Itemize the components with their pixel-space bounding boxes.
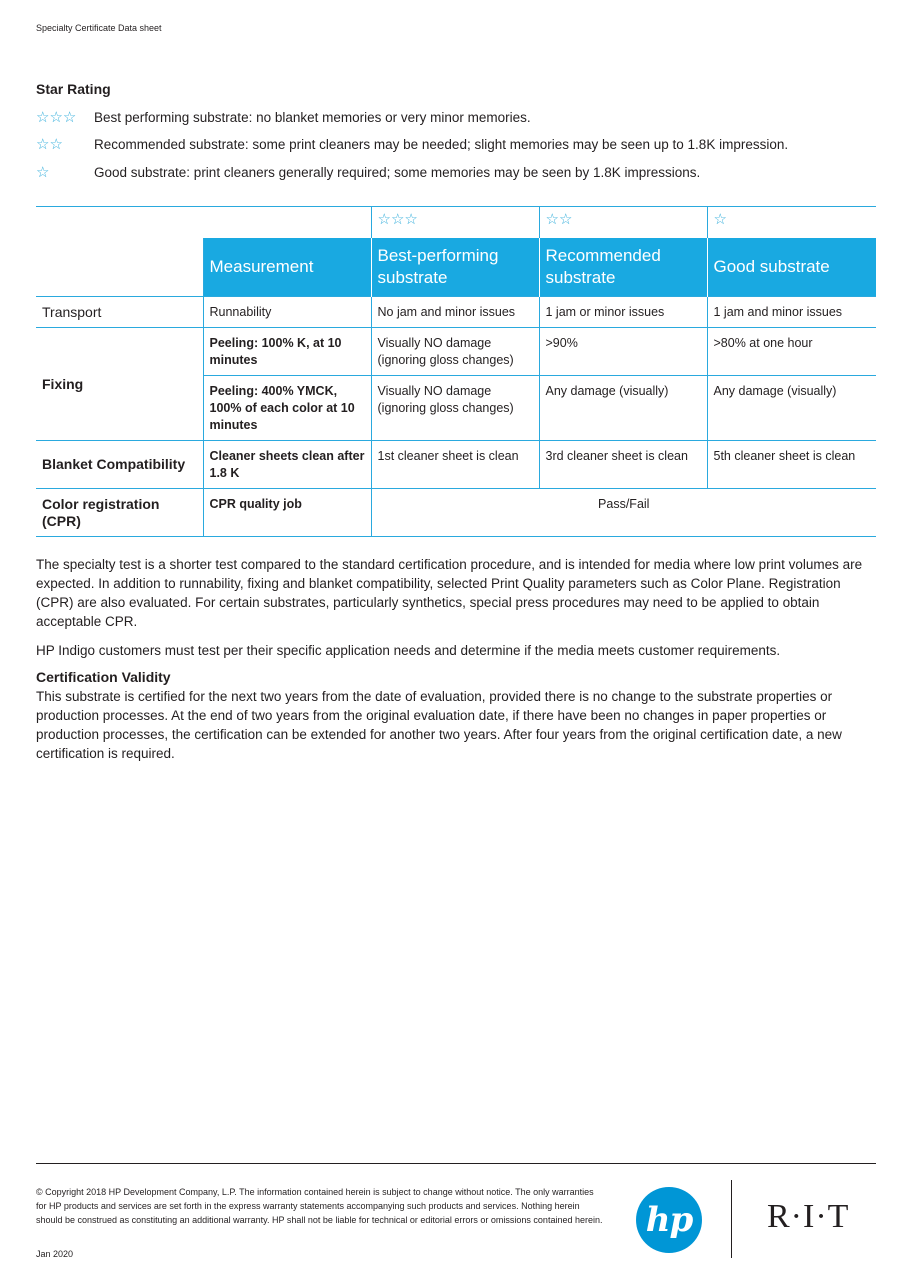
cell-recommended: 1 jam or minor issues [539,296,707,327]
cell-good: Any damage (visually) [707,375,876,440]
cell-recommended: >90% [539,327,707,375]
rating-row-recommended [36,134,788,154]
star-rating-title: Star Rating [36,81,111,97]
header-good: Good substrate [707,238,876,296]
cell-measurement: Peeling: 400% YMCK, 100% of each color at 10 minutes [203,375,371,440]
table-row-blanket [36,440,876,488]
footer-rule [36,1163,876,1164]
cell-measurement: Peeling: 100% K, at 10 minutes [203,327,371,375]
table-row-color-registration [36,488,876,536]
row-label: Fixing [36,327,203,440]
star-outline-icon: ☆ [36,163,50,181]
hp-logo: hp [636,1187,702,1253]
cell-measurement: CPR quality job [203,488,371,536]
header-recommended: Recommended substrate [539,238,707,296]
table-row-fixing-1 [36,327,876,375]
row-label: Blanket Compatibility [36,440,203,488]
cell-measurement: Cleaner sheets clean after 1.8 K [203,440,371,488]
table-header-row [36,238,876,296]
star-outline-icon: ☆☆☆ [377,211,418,228]
star-outline-icon: ☆ [713,211,727,228]
cell-best: 1st cleaner sheet is clean [371,440,539,488]
copyright-notice: © Copyright 2018 HP Development Company, L.P. The information contained herein is subject to change without notice. The only warranties for HP products and services are set forth in the express warranty statements accompanying such products and services. Nothing herein should be construed as constituting an additional warranty. HP shall not be liable for technical or editorial errors or omissions contained herein. [36,1187,603,1225]
table-row-transport [36,296,876,327]
cell-measurement: Runnability [203,296,371,327]
cell-best: Visually NO damage (ignoring gloss changes) [371,327,539,375]
rating-text: Best performing substrate: no blanket memories or very minor memories. [94,109,531,125]
rating-row-good [36,162,700,182]
cell-good: 5th cleaner sheet is clean [707,440,876,488]
rit-logo: R·I·T [767,1198,850,1235]
cell-pass-fail: Pass/Fail [371,488,876,536]
table-star-row [36,206,876,238]
cell-good: >80% at one hour [707,327,876,375]
rating-row-best [36,107,531,127]
header-measurement: Measurement [203,238,371,296]
cell-good: 1 jam and minor issues [707,296,876,327]
star-outline-icon: ☆☆ [36,135,63,153]
row-label: Color registration (CPR) [36,488,203,536]
row-label: Transport [36,296,203,327]
cell-best: Visually NO damage (ignoring gloss changes) [371,375,539,440]
cell-recommended: 3rd cleaner sheet is clean [539,440,707,488]
star-outline-icon: ☆☆ [545,211,573,228]
document-header-title: Specialty Certificate Data sheet [36,23,162,33]
validity-title: Certification Validity [36,669,171,685]
customer-paragraph: HP Indigo customers must test per their specific application needs and determine if the media meets customer requirements. [36,643,781,658]
document-date: Jan 2020 [36,1249,74,1259]
intro-paragraph: The specialty test is a shorter test compared to the standard certification procedure, and is intended for media where low print volumes are expected. In addition to runnability, fixing and blanket compatibility, selected Print Quality parameters such as Color Plane. Registration (CPR) are also evaluated. For certain substrates, particularly synthetics, special press procedures may need to be applied to obtain acceptable CPR. [36,557,863,629]
cell-best: No jam and minor issues [371,296,539,327]
rating-text: Recommended substrate: some print cleaners may be needed; slight memories may be seen up to 1.8K impression. [94,136,789,152]
cell-recommended: Any damage (visually) [539,375,707,440]
logo-divider [731,1180,732,1258]
header-best-performing: Best-performing substrate [371,238,539,296]
validity-paragraph: This substrate is certified for the next two years from the date of evaluation, provided there is no change to the substrate properties or production processes. At the end of two years from the original evaluation date, if there have been no changes in paper properties or production processes, the certification can be extended for another two years. After four years from the original certification date, a new certification is required. [36,689,842,761]
rating-text: Good substrate: print cleaners generally required; some memories may be seen by 1.8K impressions. [94,164,701,180]
star-outline-icon: ☆☆☆ [36,108,77,126]
certification-table [36,206,876,537]
